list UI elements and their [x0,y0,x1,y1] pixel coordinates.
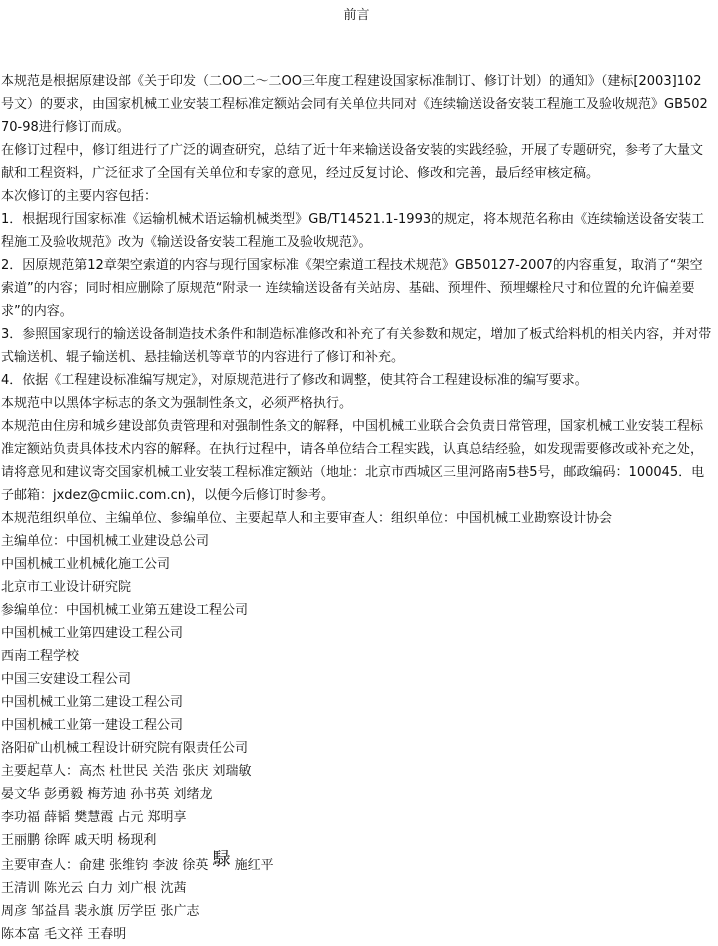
participating-unit-5: 中国机械工业第二建设工程公司 [1,695,184,710]
paragraph-management: 本规范由住房和城乡建设部负责管理和对强制性条文的解释，中国机械工业联合会负责日常管理，国家机械工业安装工程标准定额站负责具体技术内容的解释。在执行过程中，请各单位结合工程实践，认真总结经验，如发现需要修改或补充之处，请将意见和建议寄交国家机械工业安装工程标准定额站（地址：北京市西城区三里河路南5巷5号，邮政编码：100045．电子邮箱：jxdez@cmiic.com.cn)，以便今后修订时参考。 [1,419,705,503]
reviewers-line-1 [1,849,712,877]
drafters-line-4: 王丽鹏 徐晖 戚天明 杨现利 [1,833,157,848]
reviewers-line-1-before: 主要审查人：俞建 张维钧 李波 徐英 [1,858,213,873]
participating-unit-4: 中国三安建设工程公司 [1,672,132,687]
participating-unit: 参编单位：中国机械工业第五建设工程公司 [1,603,249,618]
paragraph-intro: 本规范是根据原建设部《关于印发（二OO二～二OO三年度工程建设国家标准制订、修订计划）的通知》（建标[2003]102号文）的要求，由国家机械工业安装工程标准定额站会同有关单位共同对《连续输送设备安装工程施工及验收规范》GB50270-98进行修订而成。 [1,74,708,135]
drafters-line-2: 晏文华 彭勇毅 梅芳迪 孙书英 刘绪龙 [1,787,213,802]
reviewers-line-4: 陈本富 毛文祥 王春明 [1,927,127,942]
drafters-line-3: 李功福 薛韬 樊慧霞 占元 郑明享 [1,810,187,825]
paragraph-item-2: 2．因原规范第12章架空索道的内容与现行国家标准《架空索道工程技术规范》GB50127-2007的内容重复，取消了“架空索道”的内容；同时相应删除了原规范“附录一 连续输送设备有关站房、基础、预埋件、预埋螺栓尺寸和位置的允许偏差要求”的内容。 [1,258,703,319]
document-body [1,70,712,946]
chief-editor-unit: 主编单位：中国机械工业建设总公司 [1,534,210,549]
participating-unit-7: 洛阳矿山机械工程设计研究院有限责任公司 [1,741,249,756]
paragraph-revision-process: 在修订过程中，修订组进行了广泛的调查研究，总结了近十年来输送设备安装的实践经验，开展了专题研究，参考了大量文献和工程资料，广泛征求了全国有关单位和专家的意见，经过反复讨论、修改和完善，最后经审核定稿。 [1,143,704,181]
paragraph-mandatory-note: 本规范中以黑体字标志的条文为强制性条文，必须严格执行。 [1,396,353,411]
participating-unit-2: 中国机械工业第四建设工程公司 [1,626,184,641]
paragraph-item-4: 4．依据《工程建设标准编写规定》，对原规范进行了修改和调整，使其符合工程建设标准的编写要求。 [1,373,588,388]
paragraph-item-1: 1．根据现行国家标准《运输机械术语运输机械类型》GB/T14521.1-1993的规定，将本规范名称由《连续输送设备安装工程施工及验收规范》改为《输送设备安装工程施工及验收规范》。 [1,212,705,250]
drafters-line-1: 主要起草人：高杰 杜世民 关浩 张庆 刘瑞敏 [1,764,252,779]
reviewers-line-2: 王清训 陈光云 白力 刘广根 沈茜 [1,881,187,896]
chief-editor-unit-2: 中国机械工业机械化施工公司 [1,557,171,572]
paragraph-main-contents-heading: 本次修订的主要内容包括： [1,189,158,204]
page-title: 前言 [343,8,370,23]
paragraph-organizations-heading: 本规范组织单位、主编单位、参编单位、主要起草人和主要审查人：组织单位：中国机械工业勘察设计协会 [1,511,613,526]
document-page [0,6,718,945]
reviewers-line-3: 周彦 邹益昌 裴永旗 厉学臣 张广志 [1,904,200,919]
paragraph-item-3: 3．参照国家现行的输送设备制造技术条件和制造标准修改和补充了有关参数和规定，增加了板式给料机的相关内容，并对带式输送机、辊子输送机、悬挂输送机等章节的内容进行了修订和补充。 [1,327,712,365]
reviewers-line-1-after: 施红平 [230,858,274,873]
participating-unit-3: 西南工程学校 [1,649,80,664]
participating-unit-6: 中国机械工业第一建设工程公司 [1,718,184,733]
chief-editor-unit-3: 北京市工业设计研究院 [1,580,132,595]
reviewers-line-1-big-char: 騄 [212,849,231,870]
